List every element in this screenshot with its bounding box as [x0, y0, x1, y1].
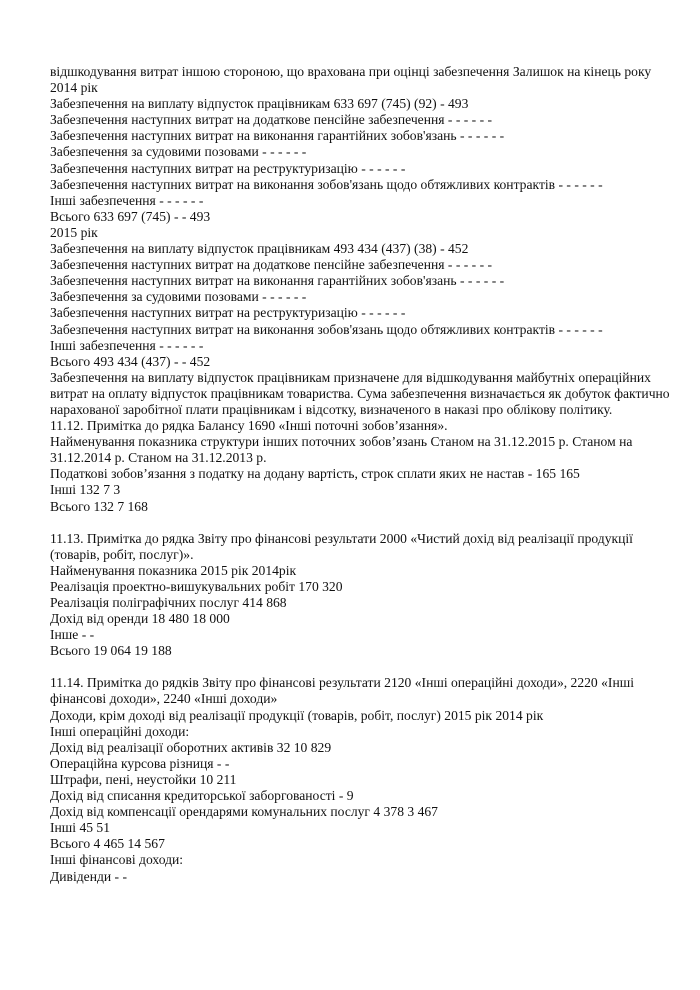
text-line: Забезпечення наступних витрат на виконання гарантійних зобов'язань - - - - - - [50, 273, 505, 289]
blank-line [50, 659, 670, 675]
section-heading: 11.14. Примітка до рядків Звіту про фінансові результати 2120 «Інші операційні доходи», 2220 «Інші фінансові доходи», 2240 «Інші доходи» [50, 675, 634, 707]
text-line: Забезпечення наступних витрат на виконання зобов'язань щодо обтяжливих контрактів - - - - - - [50, 321, 603, 337]
text-line: Інші забезпечення - - - - - - [50, 337, 204, 353]
year-heading: 2014 рік [50, 80, 98, 96]
text-line: Інші операційні доходи: [50, 723, 190, 739]
text-line: Операційна курсова різниця - - [50, 755, 230, 771]
text-line: Найменування показника 2015 рік 2014рік [50, 562, 297, 578]
text-line: Найменування показника структури інших поточних зобов’язань Станом на 31.12.2015 р. Станом на 31.12.2014 р. Станом на 31.12.2013 р. [50, 434, 633, 466]
blank-line [50, 515, 670, 531]
year-heading: 2015 рік [50, 224, 98, 240]
text-line: Забезпечення наступних витрат на реструктуризацію - - - - - - [50, 305, 406, 321]
text-line: Забезпечення за судовими позовами - - - - - - [50, 144, 307, 160]
text-line: Забезпечення наступних витрат на додаткове пенсійне забезпечення - - - - - - [50, 112, 493, 128]
text-line: Реалізація проектно-вишукувальних робіт 170 320 [50, 578, 343, 594]
text-line: Забезпечення за судовими позовами - - - - - - [50, 289, 307, 305]
text-line: Забезпечення наступних витрат на виконання зобов'язань щодо обтяжливих контрактів - - - - - - [50, 176, 603, 192]
total-line: Всього 132 7 168 [50, 498, 148, 514]
text-line: Забезпечення наступних витрат на додаткове пенсійне забезпечення - - - - - - [50, 257, 493, 273]
text-line: Забезпечення на виплату відпусток працівникам 493 434 (437) (38) - 452 [50, 241, 469, 257]
paragraph: Забезпечення на виплату відпусток працівникам призначене для відшкодування майбутніх операційних витрат на оплату відпусток працівникам товариства. Сума забезпечення визначається як добуток фактично нарахованої заробітної плати працівникам і відсотку, визначеного в наказі про облікову політику. [50, 369, 670, 417]
text-line: Інші фінансові доходи: [50, 852, 184, 868]
text-line: відшкодування витрат іншою стороною, що врахована при оцінці забезпечення Залишок на кінець року [50, 64, 652, 79]
text-line: Податкові зобов’язання з податку на додану вартість, строк сплати яких не настав - 165 165 [50, 466, 580, 482]
text-line: Доходи, крім доході від реалізації продукції (товарів, робіт, послуг) 2015 рік 2014 рік [50, 707, 544, 723]
text-line: Інше - - [50, 627, 95, 643]
text-line: Дохід від компенсації орендарями комунальних послуг 4 378 3 467 [50, 804, 438, 820]
text-line: Дохід від оренди 18 480 18 000 [50, 611, 230, 627]
text-line: Інші забезпечення - - - - - - [50, 192, 204, 208]
total-line: Всього 4 465 14 567 [50, 836, 165, 852]
section-heading: 11.12. Примітка до рядка Балансу 1690 «Інші поточні зобов’язання». [50, 418, 448, 434]
text-line: Дохід від реалізації оборотних активів 32 10 829 [50, 739, 332, 755]
text-line: Реалізація поліграфічних послуг 414 868 [50, 595, 287, 610]
text-line: Забезпечення наступних витрат на реструктуризацію - - - - - - [50, 160, 406, 176]
text-line: Інші 45 51 [50, 820, 111, 836]
text-line: Забезпечення на виплату відпусток працівникам 633 697 (745) (92) - 493 [50, 96, 469, 112]
section-heading: 11.13. Примітка до рядка Звіту про фінансові результати 2000 «Чистий дохід від реалізації продукції (товарів, робіт, послуг)». [50, 530, 633, 562]
text-line: Дохід від списання кредиторської заборгованості - 9 [50, 788, 354, 804]
text-line: Інші 132 7 3 [50, 482, 121, 498]
total-line: Всього 633 697 (745) - - 493 [50, 208, 211, 224]
total-line: Всього 493 434 (437) - - 452 [50, 353, 211, 369]
text-line: Штрафи, пені, неустойки 10 211 [50, 771, 237, 787]
total-line: Всього 19 064 19 188 [50, 643, 172, 659]
text-line: Дивіденди - - [50, 868, 128, 884]
text-line: Забезпечення наступних витрат на виконання гарантійних зобов'язань - - - - - - [50, 128, 505, 144]
